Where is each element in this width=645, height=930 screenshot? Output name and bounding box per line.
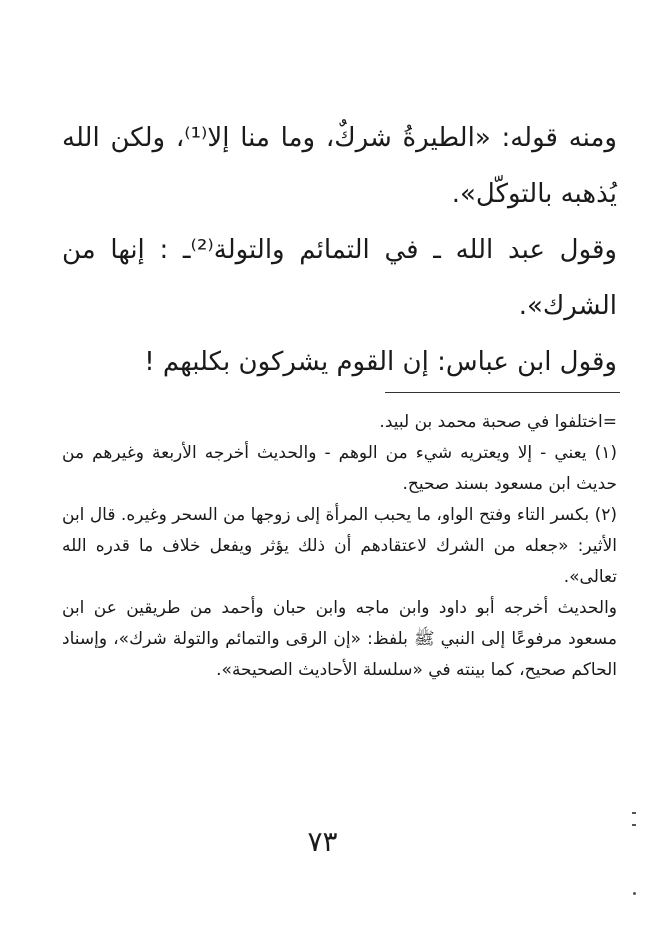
footnote-2-hadith: والحديث أخرجه أبو داود وابن ماجه وابن حبان وأحمد من طريقين عن ابن مسعود مرفوعًا إلى النبي ﷺ بلفظ: «إن الرقى والتمائم والتولة شرك»، وإسناد الحاكم صحيح، كما بينته في «سلسلة الأحاديث الصحيحة». — [62, 598, 617, 680]
paragraph-abdullah: وقول عبد الله ـ في التمائم والتولة⁽²⁾ـ : إنها من الشرك». — [62, 235, 617, 321]
footnotes — [62, 407, 617, 686]
page-number: ٧٣ — [307, 825, 338, 858]
scan-mark — [632, 812, 636, 826]
paragraph-tiyara: ومنه قوله: «الطيرةُ شركٌ، وما منا إلا⁽¹⁾، ولكن الله يُذهبه بالتوكّل». — [62, 123, 617, 209]
main-text — [62, 110, 617, 390]
footnote-2: (٢) بكسر التاء وفتح الواو، ما يحبب المرأة إلى زوجها من السحر وغيره. قال ابن الأثير: «جعله من الشرك لاعتقادهم أن ذلك يؤثر ويفعل خلاف ما قدره الله تعالى». — [62, 505, 617, 587]
scan-dot — [633, 892, 636, 895]
footnote-1: (١) يعني - إلا ويعتريه شيء من الوهم - والحديث أخرجه الأربعة وغيرهم من حديث ابن مسعود بسند صحيح. — [62, 443, 617, 494]
footnote-divider — [385, 392, 620, 393]
paragraph-ibn-abbas: وقول ابن عباس: إن القوم يشركون بكلبهم ! — [144, 347, 617, 377]
footnote-continuation: =اختلفوا في صحبة محمد بن لبيد. — [379, 412, 617, 432]
